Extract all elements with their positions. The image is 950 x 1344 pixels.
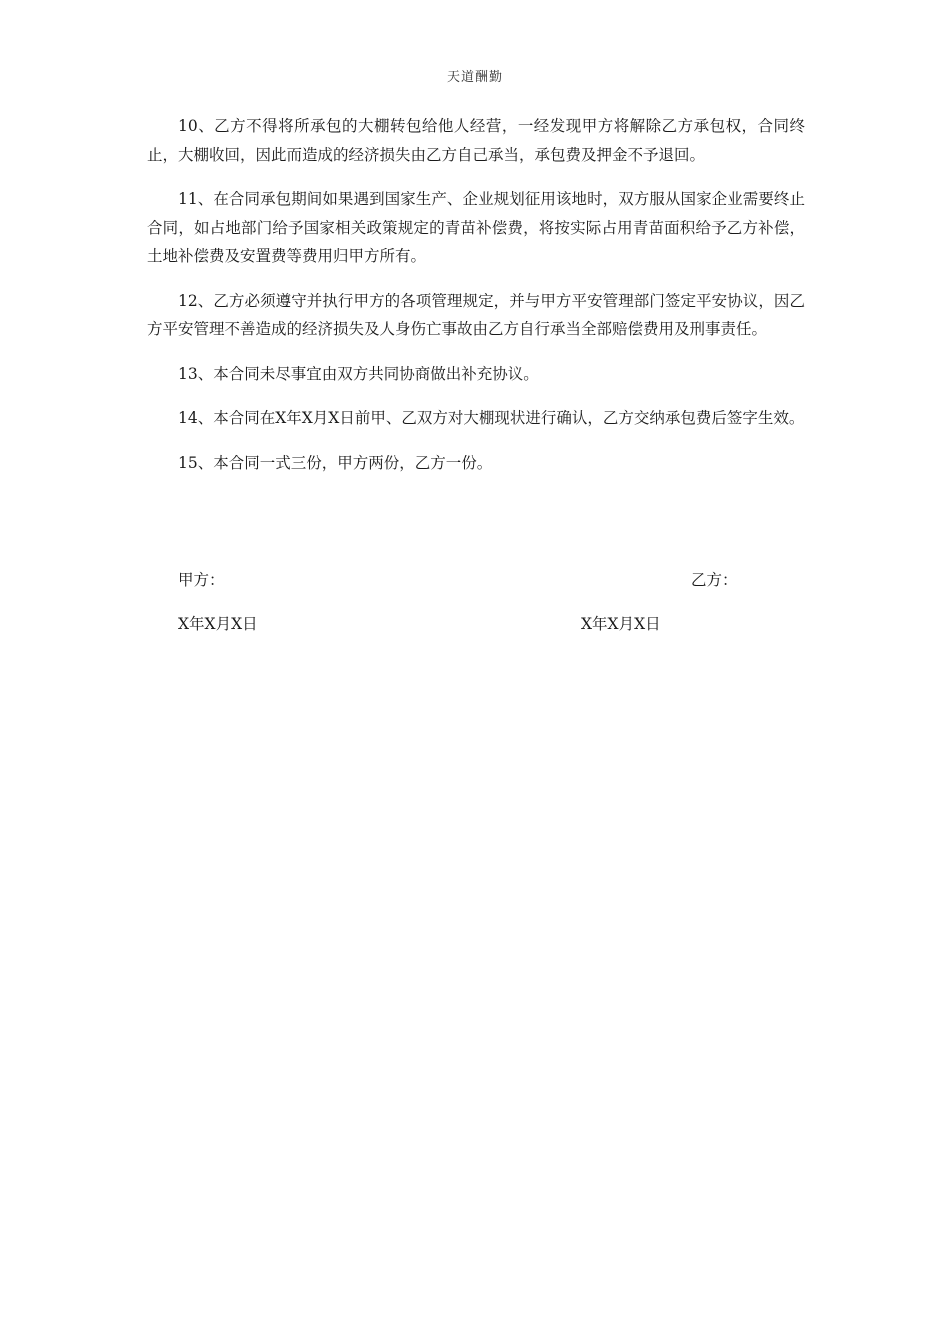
page-header: 天道酬勤 xyxy=(446,70,503,85)
party-b-label: 乙方： xyxy=(691,571,738,589)
party-a-label: 甲方： xyxy=(178,571,225,589)
clause-12: 12、乙方必须遵守并执行甲方的各项管理规定，并与甲方平安管理部门签定平安协议，因乙方平安管理不善造成的经济损失及人身伤亡事故由乙方自行承当全部赔偿费用及刑事责任。 xyxy=(147,291,805,338)
clause-11: 11、在合同承包期间如果遇到国家生产、企业规划征用该地时，双方服从国家企业需要终止合同，如占地部门给予国家相关政策规定的青苗补偿费，将按实际占用青苗面积给予乙方补偿，土地补偿费及安置费等费用归甲方所有。 xyxy=(147,190,805,265)
party-a-date: X年X月X日 xyxy=(178,615,258,633)
clause-13: 13、本合同未尽事宜由双方共同协商做出补充协议。 xyxy=(178,364,539,383)
clause-15: 15、本合同一式三份，甲方两份，乙方一份。 xyxy=(178,453,493,472)
contract-body xyxy=(147,112,805,493)
clause-10: 10、乙方不得将所承包的大棚转包给他人经营，一经发现甲方将解除乙方承包权，合同终止，大棚收回，因此而造成的经济损失由乙方自己承当，承包费及押金不予退回。 xyxy=(147,117,805,164)
clause-14: 14、本合同在X年X月X日前甲、乙双方对大棚现状进行确认，乙方交纳承包费后签字生效。 xyxy=(178,409,805,427)
party-b-date: X年X月X日 xyxy=(581,615,661,633)
